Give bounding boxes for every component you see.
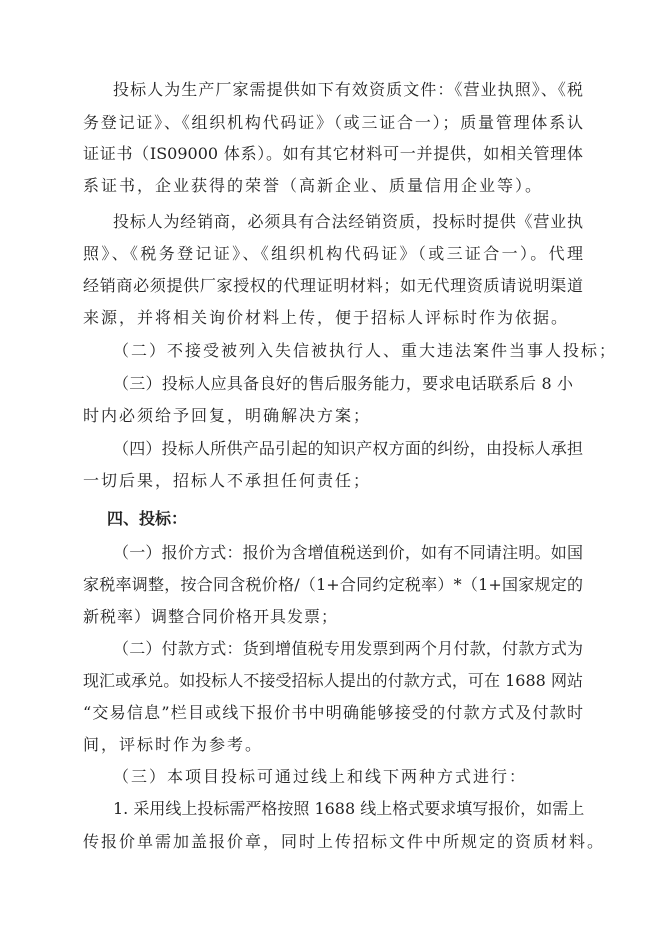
paragraph-line: （一）报价方式：报价为含增值税送到价，如有不同请注明。如国 bbox=[113, 543, 583, 562]
paragraph-line: 间，评标时作为参考。 bbox=[83, 735, 264, 754]
paragraph-line: （三）投标人应具备良好的售后服务能力，要求电话联系后 8 小 bbox=[113, 374, 573, 393]
paragraph-line: （四）投标人所供产品引起的知识产权方面的纠纷，由投标人承担 bbox=[113, 439, 583, 458]
paragraph-line: 证证书（IS09000 体系）。如有其它材料可一并提供，如相关管理体 bbox=[83, 144, 583, 163]
paragraph-line: 1. 采用线上投标需严格按照 1688 线上格式要求填写报价，如需上 bbox=[113, 799, 585, 818]
paragraph-line: （三）本项目投标可通过线上和线下两种方式进行： bbox=[113, 767, 528, 786]
paragraph-line: 照》、《税务登记证》、《组织机构代码证》（或三证合一）。代理 bbox=[83, 244, 583, 263]
paragraph-line: 现汇或承兑。如投标人不接受招标人提出的付款方式，可在 1688 网站 bbox=[83, 671, 583, 690]
paragraph-line: 经销商必须提供厂家授权的代理证明材料；如无代理资质请说明渠道 bbox=[83, 276, 583, 295]
paragraph-line: 来源，并将相关询价材料上传，便于招标人评标时作为依据。 bbox=[83, 308, 570, 327]
section-heading: 四、投标： bbox=[107, 509, 188, 528]
paragraph-line: 传报价单需加盖报价章，同时上传招标文件中所规定的资质材料。 bbox=[83, 832, 606, 851]
paragraph-line: 务登记证》、《组织机构代码证》（或三证合一）；质量管理体系认 bbox=[83, 113, 583, 132]
paragraph-line: “交易信息”栏目或线下报价书中明确能够接受的付款方式及付款时 bbox=[83, 703, 583, 722]
paragraph-line: 投标人为生产厂家需提供如下有效资质文件：《营业执照》、《税 bbox=[113, 80, 583, 99]
paragraph-line: 一切后果，招标人不承担任何责任； bbox=[83, 471, 372, 490]
paragraph-line: 家税率调整，按合同含税价格/（1+合同约定税率）*（1+国家规定的 bbox=[83, 575, 583, 594]
paragraph-line: （二）付款方式：货到增值税专用发票到两个月付款，付款方式为 bbox=[113, 639, 583, 658]
paragraph-line: 系证书，企业获得的荣誉（高新企业、质量信用企业等）。 bbox=[83, 176, 544, 195]
paragraph-line: 新税率）调整合同价格开具发票； bbox=[83, 607, 339, 626]
paragraph-line: 投标人为经销商，必须具有合法经销资质，投标时提供《营业执 bbox=[113, 212, 583, 231]
paragraph-line: 时内必须给予回复，明确解决方案； bbox=[83, 406, 372, 425]
paragraph-line: （二）不接受被列入失信被执行人、重大违法案件当事人投标； bbox=[113, 341, 618, 360]
